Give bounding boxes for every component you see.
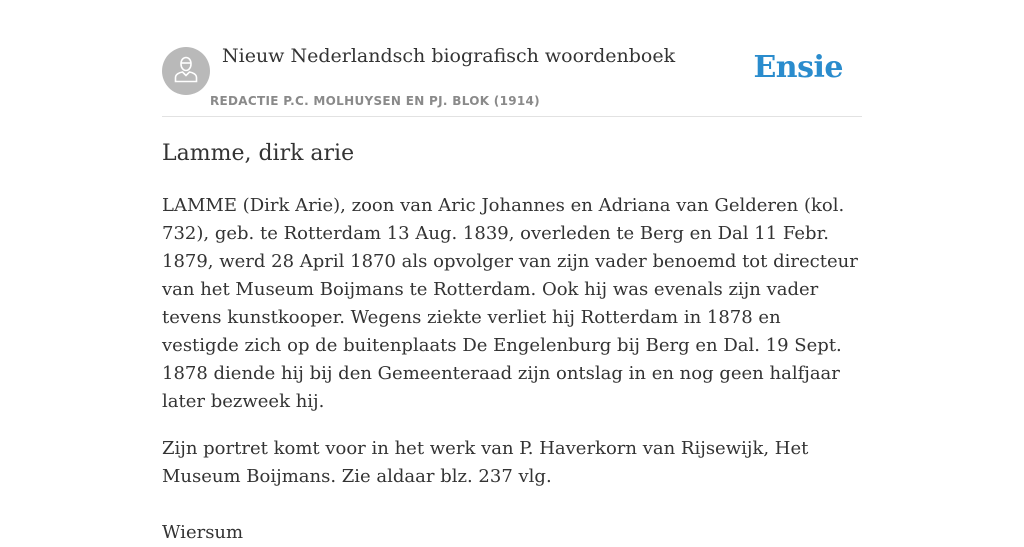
- article-paragraph: Zijn portret komt voor in het werk van P. Haverkorn van Rijsewijk, Het Museum Boijmans. Zie aldaar blz. 237 vlg.: [162, 438, 809, 487]
- user-icon: [173, 55, 199, 88]
- avatar[interactable]: [162, 47, 210, 95]
- book-editors: REDACTIE P.C. MOLHUYSEN EN PJ. BLOK (1914): [210, 94, 540, 108]
- article: [162, 138, 862, 547]
- article-author: Wiersum: [162, 522, 244, 543]
- article-paragraph: LAMME (Dirk Arie), zoon van Aric Johannes en Adriana van Gelderen (kol. 732), geb. te Rotterdam 13 Aug. 1839, overleden te Berg en Dal 11 Febr. 1879, werd 28 April 1870 als opvolger van zijn vader benoemd tot directeur van het Museum Boijmans te Rotterdam. Ook hij was evenals zijn vader tevens kunstkooper. Wegens ziekte verliet hij Rotterdam in 1878 en vestigde zich op de buitenplaats De Engelenburg bij Berg en Dal. 19 Sept. 1878 diende hij bij den Gemeenteraad zijn ontslag in en nog geen halfjaar later bezweek hij.: [162, 195, 858, 412]
- brand-logo[interactable]: Ensie: [753, 50, 843, 85]
- source-header: [162, 40, 862, 117]
- book-title[interactable]: Nieuw Nederlandsch biografisch woordenboek: [222, 45, 676, 67]
- article-title: Lamme, dirk arie: [162, 141, 355, 166]
